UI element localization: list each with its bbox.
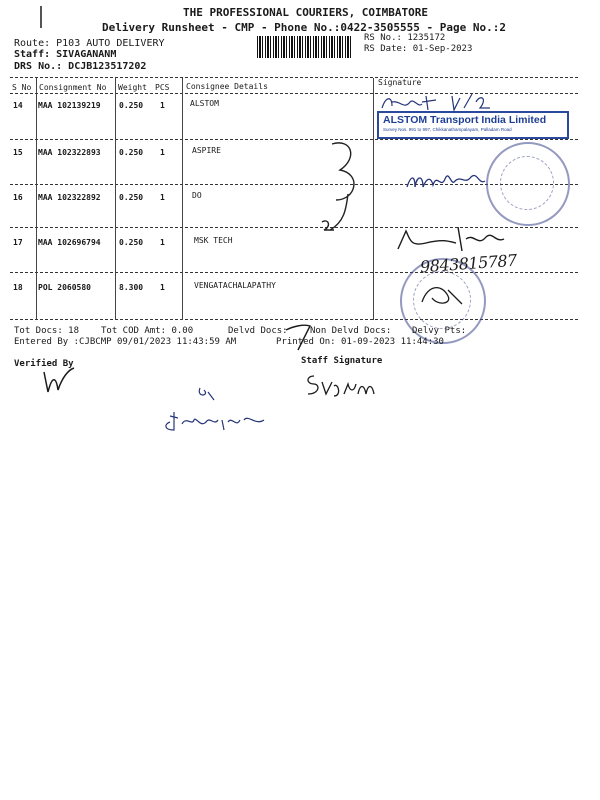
col-header-pcs: PCS (155, 83, 170, 92)
row-pcs: 1 (160, 283, 165, 292)
alstom-stamp-address: Survey Nos. 991 to 997, Chikkanathampalayam, Palladam Road (383, 127, 512, 132)
staff-label: Staff: SIVAGANANM (14, 49, 117, 60)
row-consignee: MSK TECH (194, 236, 233, 245)
company-title: THE PROFESSIONAL COURIERS, COIMBATORE (183, 6, 429, 19)
row-weight: 8.300 (119, 283, 144, 292)
verifier-signature (40, 366, 80, 396)
barcode (257, 36, 353, 58)
col-header-weight: Weight (118, 83, 147, 92)
row-consignment: MAA 102139219 (38, 101, 101, 110)
row-weight: 0.250 (119, 148, 144, 157)
delivery-points: Delvy Pts: (412, 326, 467, 336)
handwritten-count-mark (284, 322, 314, 352)
col-divider (115, 78, 116, 320)
row-pcs: 1 (160, 148, 165, 157)
row-pcs: 1 (160, 193, 165, 202)
row-consignee: DO (192, 191, 202, 200)
staff-signature-label: Staff Signature (301, 356, 383, 366)
printed-on: Printed On: 01-09-2023 11:44:30 (276, 337, 444, 347)
row-sno: 14 (13, 101, 23, 110)
receiver-by-signature (160, 386, 275, 436)
alstom-company-stamp (377, 111, 569, 139)
col-header-consignee: Consignee Details (186, 82, 268, 91)
row-sno: 15 (13, 148, 23, 157)
handwritten-signature-row14 (380, 92, 500, 114)
row-consignment: MAA 102322893 (38, 148, 101, 157)
col-divider (36, 78, 37, 320)
row-pcs: 1 (160, 238, 165, 247)
delivered-docs: Delvd Docs: (228, 326, 288, 336)
row-sno: 18 (13, 283, 23, 292)
drs-number: DRS No.: DCJB123517202 (14, 61, 147, 72)
col-header-sno: S No (12, 83, 32, 92)
row-consignee: ASPIRE (192, 146, 221, 155)
row-sno: 16 (13, 193, 23, 202)
runsheet-subtitle: Delivery Runsheet - CMP - Phone No.:0422-3505555 - Page No.:2 (102, 21, 506, 34)
table-top-line (10, 77, 578, 78)
route-label: Route: P103 AUTO DELIVERY (14, 38, 165, 49)
alstom-stamp-name: ALSTOM Transport India Limited (383, 114, 547, 126)
handwritten-bracket-mark (318, 140, 368, 240)
col-header-signature: Signature (378, 78, 422, 87)
row-weight: 0.250 (119, 193, 144, 202)
row-pcs: 1 (160, 101, 165, 110)
row-sno: 17 (13, 238, 23, 247)
total-cod-amount: Tot COD Amt: 0.00 (101, 326, 194, 336)
row-divider (10, 139, 578, 140)
row-consignee: VENGATACHALAPATHY (194, 281, 276, 290)
row-consignment: MAA 102696794 (38, 238, 101, 247)
col-header-consignment: Consignment No (39, 83, 107, 92)
row-consignment: POL 2060580 (38, 283, 91, 292)
non-delivered-docs: Non Delvd Docs: (310, 326, 392, 336)
row-consignment: MAA 102322892 (38, 193, 101, 202)
rs-date: RS Date: 01-Sep-2023 (364, 44, 473, 54)
table-bottom-line (10, 319, 578, 320)
binding-mark (40, 6, 42, 28)
handwritten-phone: 9843815787 (419, 250, 518, 277)
row-divider (10, 272, 578, 273)
row-weight: 0.250 (119, 238, 144, 247)
col-divider (182, 78, 183, 320)
row-weight: 0.250 (119, 101, 144, 110)
col-divider (373, 78, 374, 320)
row-consignee: ALSTOM (190, 99, 219, 108)
rs-number: RS No.: 1235172 (364, 33, 446, 43)
handwritten-signature-row15 (405, 165, 515, 195)
entered-by: Entered By :CJBCMP 09/01/2023 11:43:59 AM (14, 337, 237, 347)
handwritten-signature-row17 (396, 225, 516, 255)
verified-by-label: Verified By (14, 359, 74, 369)
staff-signature (306, 372, 376, 400)
total-docs: Tot Docs: 18 (14, 326, 80, 336)
handwritten-signature-row18 (418, 280, 468, 310)
